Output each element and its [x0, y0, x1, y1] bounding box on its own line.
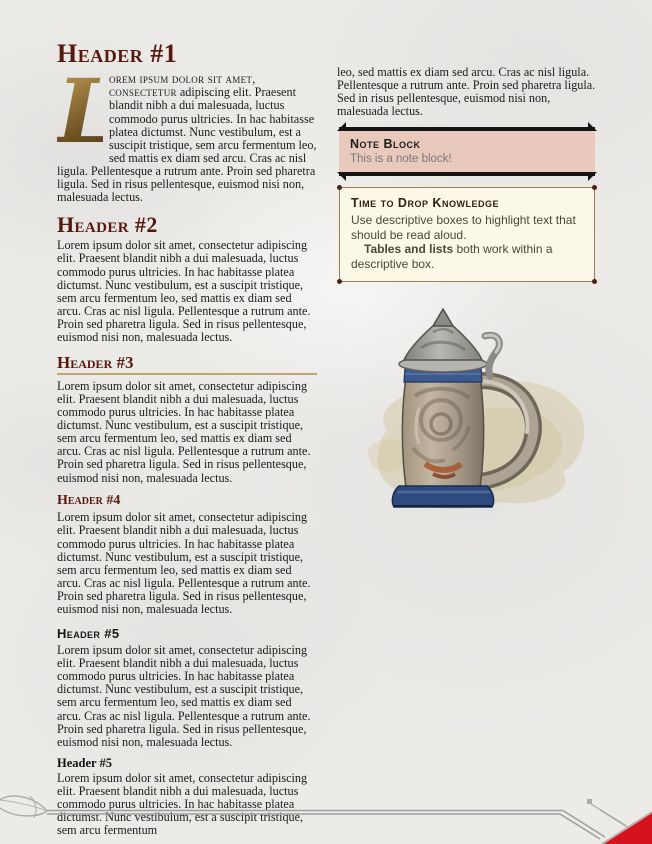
box-corner-dot [337, 279, 342, 284]
note-block [339, 127, 595, 176]
header-3: Header #3 [57, 354, 317, 375]
beer-stein-illustration [349, 308, 597, 519]
footer-ornament [0, 782, 652, 844]
note-corner-point [337, 172, 346, 181]
box-corner-dot [592, 185, 597, 190]
header-4: Header #4 [57, 492, 121, 508]
box-corner-dot [592, 279, 597, 284]
truncated-paragraph: Lorem ipsum dolor sit amet, consectetur adipiscing elit. Praesent blandit nibh a dui malesuada, luctus commodo purus ultricies. In hac habitasse platea dictumst. Nunc vestibulum, est a suscipit tristique, sem arcu fermentum [57, 770, 308, 838]
right-column [337, 66, 597, 519]
left-column [57, 40, 317, 837]
header-5-caps: Header #5 [57, 626, 120, 642]
descriptive-box-line1: Use descriptive boxes to highlight text that should be read aloud. [351, 213, 576, 242]
paragraph: Lorem ipsum dolor sit amet, consectetur adipiscing elit. Praesent blandit nibh a dui malesuada, luctus commodo purus ultricies. In hac habitasse platea dictumst. Nunc vestibulum, est a suscipit tristique, sem arcu fermentum leo, sed mattis ex diam sed arcu. Cras ac nisl ligula. Pellentesque a rutrum ante. Proin sed pharetra ligula. Sed in risus pellentesque, euismod nisi non, malesuada lectus. [57, 510, 311, 617]
descriptive-box-line2-rest: both work within a descriptive box. [351, 242, 553, 271]
descriptive-box-line2 [351, 242, 583, 271]
paragraph: Lorem ipsum dolor sit amet, consectetur adipiscing elit. Praesent blandit nibh a dui malesuada, luctus commodo purus ultricies. In hac habitasse platea dictumst. Nunc vestibulum, est a suscipit tristique, sem arcu fermentum leo, sed mattis ex diam sed arcu. Cras ac nisl ligula. Pellentesque a rutrum ante. Proin sed pharetra ligula. Sed in risus pellentesque, euismod nisi non, malesuada lectus. [57, 238, 311, 344]
lead-paragraph [57, 59, 317, 205]
paragraph: Lorem ipsum dolor sit amet, consectetur adipiscing elit. Praesent blandit nibh a dui malesuada, luctus commodo purus ultricies. In hac habitasse platea dictumst. Nunc vestibulum, est a suscipit tristique, sem arcu fermentum leo, sed mattis ex diam sed arcu. Cras ac nisl ligula. Pellentesque a rutrum ante. Proin sed pharetra ligula. Sed in risus pellentesque, euismod nisi non, malesuada lectus. [57, 643, 311, 749]
note-corner-point [337, 122, 346, 131]
drop-cap: L [57, 59, 119, 164]
descriptive-box [339, 187, 595, 282]
lead-rest-text: adipiscing elit. Praesent blandit nibh a dui malesuada, luctus commodo purus ultricies. In hac habitasse platea dictumst. Nunc vestibulum, est a suscipit tristique, sem arcu fermentum leo, sed mattis ex diam sed arcu. Cras ac nisl ligula. Pellentesque a rutrum ante. Proin sed pharetra ligula. Sed in risus pellentesque, euismod nisi non, malesuada lectus. [57, 85, 317, 205]
lead-smallcaps-text: orem ipsum dolor sit amet, consectetur [109, 72, 256, 100]
box-corner-dot [337, 185, 342, 190]
note-corner-point [588, 122, 597, 131]
paragraph: Lorem ipsum dolor sit amet, consectetur adipiscing elit. Praesent blandit nibh a dui malesuada, luctus commodo purus ultricies. In hac habitasse platea dictumst. Nunc vestibulum, est a suscipit tristique, sem arcu fermentum leo, sed mattis ex diam sed arcu. Cras ac nisl ligula. Pellentesque a rutrum ante. Proin sed pharetra ligula. Sed in risus pellentesque, euismod nisi non, malesuada lectus. [57, 378, 311, 485]
beer-stein-svg [349, 308, 591, 514]
descriptive-box-title: Time to Drop Knowledge [351, 196, 499, 211]
header-2: Header #2 [57, 212, 158, 238]
note-block-body: This is a note block! [350, 153, 452, 166]
header-5-bold: Header #5 [57, 755, 112, 770]
header-1: Header #1 [57, 39, 178, 68]
note-block-title: Note Block [350, 137, 421, 152]
descriptive-box-bold-lead: Tables and lists [364, 242, 454, 257]
overflow-paragraph: leo, sed mattis ex diam sed arcu. Cras ac nisl ligula. Pellentesque a rutrum ante. Proin sed pharetra ligula. Sed in risus pellentesque, euismod nisi non, malesuada lectus. [337, 65, 596, 119]
note-corner-point [588, 172, 597, 181]
